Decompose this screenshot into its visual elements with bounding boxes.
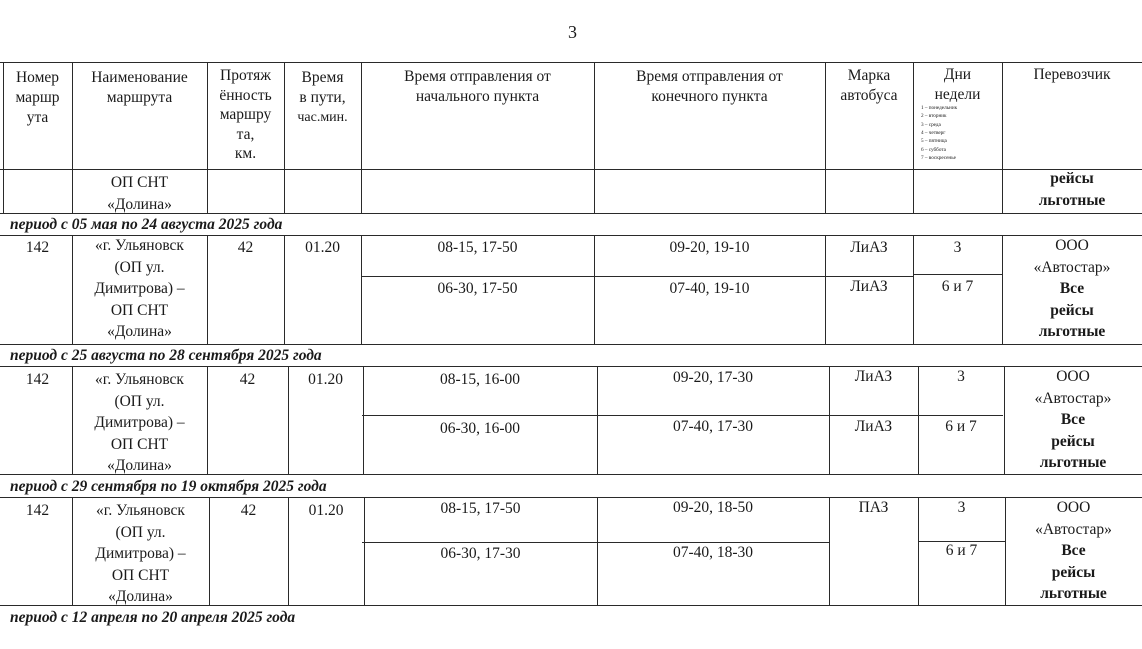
travel-time: 01.20 <box>308 502 344 519</box>
header-route-no: Номер маршр ута <box>15 69 60 126</box>
period-label: период с 29 сентября по 19 октября 2025 года <box>10 478 327 495</box>
route-number: 142 <box>25 239 50 256</box>
weekdays: 6 и 7 <box>945 542 978 559</box>
departure-start: 08-15, 17-50 <box>437 239 518 256</box>
header-travel-time: Время в пути, час.мин. <box>297 69 348 125</box>
departure-start: 08-15, 16-00 <box>439 371 521 388</box>
travel-time: 01.20 <box>305 239 340 256</box>
carrier: ООО «Автостар» Все рейсы льготные <box>1035 499 1112 602</box>
route-length: 42 <box>240 502 257 519</box>
route-number: 142 <box>25 371 50 388</box>
departure-end: 09-20, 18-50 <box>672 499 754 516</box>
top-row-route-name: ОП СНТ «Долина» <box>107 174 172 213</box>
period-label: период с 25 августа по 28 сентября 2025 года <box>10 347 322 364</box>
bus-brand: ЛиАЗ <box>854 368 893 385</box>
route-name: «г. Ульяновск (ОП ул. Димитрова) – ОП СНТ «Долина» <box>94 371 185 474</box>
bus-brand: ЛиАЗ <box>850 239 888 256</box>
weekdays: 3 <box>957 499 966 516</box>
header-length: Протяж ённость маршру та, км. <box>219 67 272 162</box>
bus-brand: ПАЗ <box>858 499 889 516</box>
weekdays: 3 <box>957 368 965 385</box>
header-route-name: Наименование маршрута <box>91 69 188 106</box>
weekdays: 3 <box>953 239 962 256</box>
top-row-carrier: рейсы льготные <box>1038 170 1106 209</box>
weekdays-legend: 1 – понедельник 2 – вторник 3 – среда 4 – четверг 5 – пятница 6 – суббота 7 – воскресенье <box>921 105 958 161</box>
route-number: 142 <box>25 502 50 519</box>
departure-end: 09-20, 19-10 <box>669 239 750 256</box>
departure-start: 06-30, 17-30 <box>440 545 521 562</box>
header-weekdays: Дни недели <box>934 66 981 103</box>
weekdays: 6 и 7 <box>945 418 977 435</box>
header-departure-start: Время отправления от начального пункта <box>404 68 551 105</box>
route-length: 42 <box>237 239 254 256</box>
departure-end: 07-40, 19-10 <box>669 280 750 297</box>
header-departure-end: Время отправления от конечного пункта <box>636 68 783 105</box>
travel-time: 01.20 <box>308 371 343 388</box>
bus-brand: ЛиАЗ <box>850 278 888 295</box>
bus-brand: ЛиАЗ <box>854 418 893 435</box>
period-label: период с 05 мая по 24 августа 2025 года <box>10 216 283 233</box>
route-length: 42 <box>239 371 256 388</box>
route-name: «г. Ульяновск (ОП ул. Димитрова) – ОП СНТ «Долина» <box>94 237 185 340</box>
departure-end: 07-40, 17-30 <box>672 418 754 435</box>
departure-start: 08-15, 17-50 <box>440 500 521 517</box>
carrier: ООО «Автостар» Все рейсы льготные <box>1034 368 1112 471</box>
weekdays: 6 и 7 <box>941 278 974 295</box>
departure-start: 06-30, 16-00 <box>439 420 521 437</box>
departure-end: 07-40, 18-30 <box>672 544 754 561</box>
departure-end: 09-20, 17-30 <box>672 369 754 386</box>
period-label: период с 12 апреля по 20 апреля 2025 года <box>10 609 296 626</box>
route-name: «г. Ульяновск (ОП ул. Димитрова) – ОП СНТ «Долина» <box>95 502 186 605</box>
page-number: 3 <box>568 22 577 42</box>
header-bus-brand: Марка автобуса <box>840 67 898 104</box>
departure-start: 06-30, 17-50 <box>437 280 518 297</box>
header-carrier: Перевозчик <box>1033 66 1111 83</box>
carrier: ООО «Автостар» Все рейсы льготные <box>1033 237 1111 340</box>
